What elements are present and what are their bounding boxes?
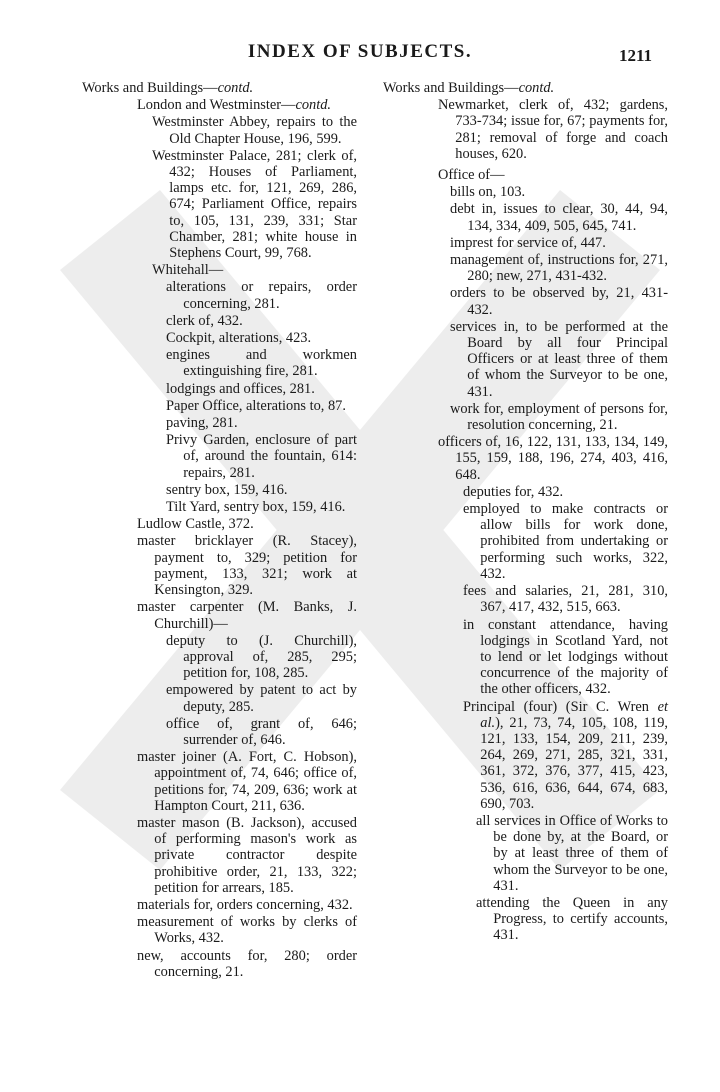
index-entry: empowered by patent to act by deputy, 285.: [166, 682, 357, 715]
index-entry: sentry box, 159, 416.: [166, 481, 288, 498]
index-entry: Westminster Abbey, repairs to the Old Chapter House, 196, 599.: [152, 114, 357, 147]
main-heading: [383, 80, 668, 96]
index-entry: Cockpit, alterations, 423.: [166, 330, 312, 347]
subheading-whitehall: Whitehall—: [152, 262, 224, 279]
index-entry: clerk of, 432.: [166, 312, 243, 329]
index-entry: services in, to be performed at the Board by all four Principal Officers or at least three of them of whom the Surveyor to be one, 431.: [450, 318, 668, 400]
index-entry: office of, grant of, 646; surrender of, 646.: [166, 715, 357, 748]
subheading-office-of: Office of—: [438, 167, 505, 184]
index-entry: master joiner (A. Fort, C. Hobson), appointment of, 74, 646; office of, petitions for, 74, 209, 636; work at Hampton Court, 211, 636.: [137, 749, 357, 814]
index-entry: materials for, orders concerning, 432.: [137, 896, 353, 913]
principal-text-b: ), 21, 73, 74, 105, 108, 119, 121, 133, 154, 209, 211, 239, 264, 269, 271, 285, 321, 331, 361, 372, 376, 377, 415, 423, 536, 616, 636, 644, 674, 683, 690, 703.: [480, 714, 668, 812]
index-entry: master mason (B. Jackson), accused of performing mason's work as private contractor despite prohibitive order, 21, 133, 322; petition for arrears, 185.: [137, 814, 357, 896]
main-heading: [82, 80, 357, 96]
index-entry: deputy to (J. Churchill), approval of, 285, 295; petition for, 108, 285.: [166, 632, 357, 682]
index-entry: Ludlow Castle, 372.: [137, 516, 254, 533]
index-entry: alterations or repairs, order concerning, 281.: [166, 279, 357, 312]
index-entry: in constant attendance, having lodgings in Scotland Yard, not to lend or let lodgings without concurrence of the majority of the other officers, 432.: [463, 616, 668, 698]
contd-label: contd.: [217, 80, 254, 96]
index-entry: new, accounts for, 280; order concerning, 21.: [137, 947, 357, 980]
index-entry: paving, 281.: [166, 415, 238, 432]
subheading-london-text: London and Westminster—: [137, 97, 296, 114]
subheading-carpenter: master carpenter (M. Banks, J. Churchill)—: [137, 599, 357, 632]
index-entry: Tilt Yard, sentry box, 159, 416.: [166, 499, 346, 516]
index-entry: imprest for service of, 447.: [450, 234, 606, 251]
index-entry: work for, employment of persons for, resolution concerning, 21.: [450, 400, 668, 434]
subheading-london: [137, 97, 357, 113]
index-entry: measurement of works by clerks of Works, 432.: [137, 914, 357, 947]
index-entry: all services in Office of Works to be done by, at the Board, or by at least three of them of whom the Surveyor to be one, 431.: [476, 812, 668, 894]
index-entry: deputies for, 432.: [463, 483, 564, 500]
index-entry: Paper Office, alterations to, 87.: [166, 397, 346, 414]
index-entry: debt in, issues to clear, 30, 44, 94, 134, 334, 409, 505, 645, 741.: [450, 201, 668, 234]
index-entry: lodgings and offices, 281.: [166, 380, 315, 397]
index-entry: orders to be observed by, 21, 431-432.: [450, 285, 668, 318]
main-heading-text: Works and Buildings—: [383, 80, 519, 96]
index-entry: employed to make contracts or allow bills for work done, prohibited from undertaking or performing such works, 322, 432.: [463, 501, 668, 582]
index-entry: bills on, 103.: [450, 184, 526, 201]
principal-etal: et al.: [480, 698, 668, 731]
index-entry: management of, instructions for, 271, 280; new, 271, 431-432.: [450, 252, 668, 285]
main-heading-text: Works and Buildings—: [82, 80, 218, 96]
index-entry: engines and workmen extinguishing fire, 281.: [166, 347, 357, 380]
contd-label: contd.: [295, 97, 332, 114]
principal-text-a: Principal (four) (Sir C. Wren: [463, 698, 658, 715]
index-entry: Westminster Palace, 281; clerk of, 432; Houses of Parliament, lamps etc. for, 121, 269, 286, 674; Parliament Office, repairs to, 105, 131, 239, 331; Star Chamber, 281; white house in Stephens Court, 99, 768.: [152, 147, 357, 262]
right-column: [383, 80, 668, 945]
page-header: [0, 41, 720, 74]
contd-label: contd.: [518, 80, 555, 96]
index-entry: Newmarket, clerk of, 432; gardens, 733-734; issue for, 67; payments for, 281; removal of forge and coach houses, 620.: [438, 97, 668, 162]
index-entry: fees and salaries, 21, 281, 310, 367, 417, 432, 515, 663.: [463, 583, 668, 616]
running-title: INDEX OF SUBJECTS.: [247, 41, 473, 62]
subheading-principal: [463, 699, 668, 812]
left-column: [82, 80, 357, 981]
index-entry: master bricklayer (R. Stacey), payment to, 329; petition for payment, 133, 321; work at Kensington, 329.: [137, 533, 357, 599]
page-number: 1211: [618, 46, 652, 65]
index-entry: Privy Garden, enclosure of part of, around the fountain, 614: repairs, 281.: [166, 432, 357, 481]
index-entry: attending the Queen in any Progress, to certify accounts, 431.: [476, 894, 668, 944]
index-entry: officers of, 16, 122, 131, 133, 134, 149, 155, 159, 188, 196, 274, 403, 416, 648.: [438, 434, 668, 483]
